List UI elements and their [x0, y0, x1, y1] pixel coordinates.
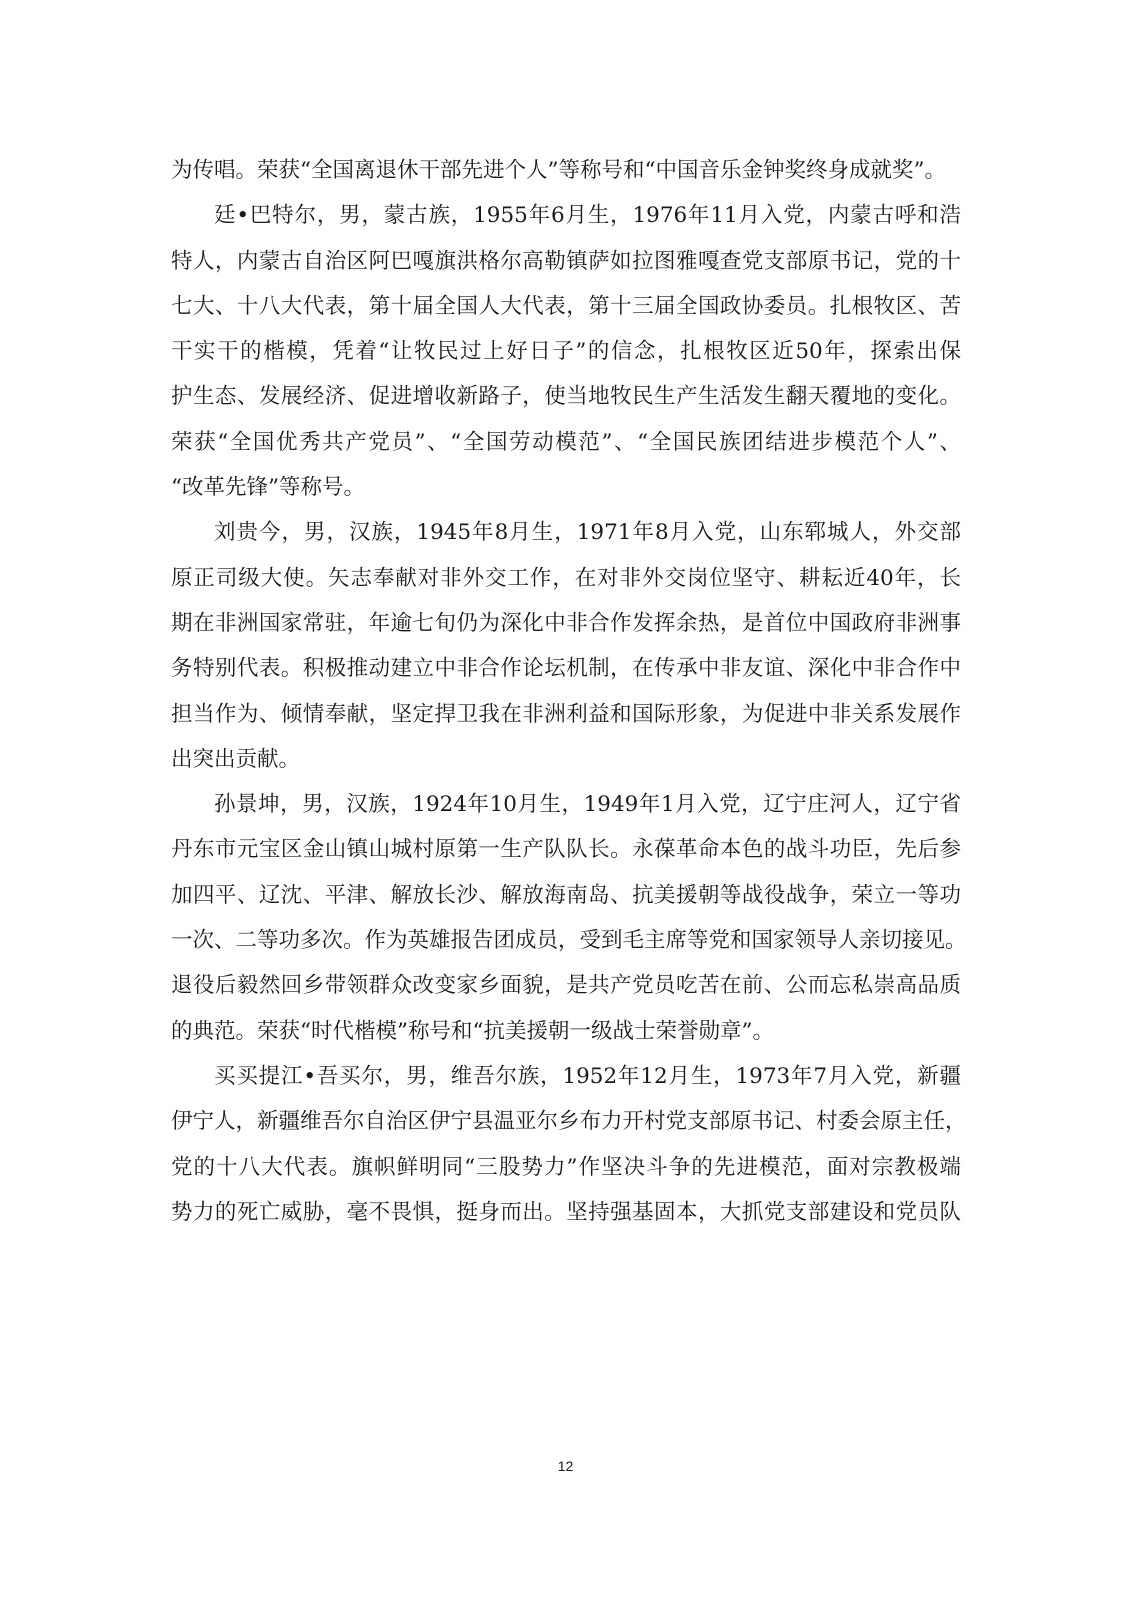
text-line: 荣获“全国优秀共产党员”、“全国劳动模范”、“全国民族团结进步模范个人”、 — [171, 429, 961, 455]
text-line: 出突出贡献。 — [171, 746, 301, 772]
text-line: 一次、二等功多次。作为英雄报告团成员，受到毛主席等党和国家领导人亲切接见。 — [171, 928, 967, 954]
text-line: 务特别代表。积极推动建立中非合作论坛机制，在传承中非友谊、深化中非合作中 — [171, 656, 961, 682]
text-line: “改革先锋”等称号。 — [171, 475, 365, 501]
body-text — [171, 148, 967, 1235]
paragraph — [171, 193, 961, 510]
paragraph — [171, 510, 961, 782]
paragraph — [171, 1054, 967, 1235]
text-line: 担当作为、倾情奉献，坚定捍卫我在非洲利益和国际形象，为促进中非关系发展作 — [171, 701, 961, 727]
text-line: 丹东市元宝区金山镇山城村原第一生产队队长。永葆革命本色的战斗功臣，先后参 — [171, 837, 961, 863]
text-line: 加四平、辽沈、平津、解放长沙、解放海南岛、抗美援朝等战役战争，荣立一等功 — [171, 882, 961, 908]
text-line: 孙景坤，男，汉族，1924年10月生，1949年1月入党，辽宁庄河人，辽宁省 — [214, 792, 961, 818]
text-line: 刘贵今，男，汉族，1945年8月生，1971年8月入党，山东郓城人，外交部 — [214, 520, 961, 546]
text-line: 买买提江•吾买尔，男，维吾尔族，1952年12月生，1973年7月入党，新疆 — [214, 1063, 961, 1089]
page-number: 12 — [557, 1458, 574, 1474]
text-line: 期在非洲国家常驻，年逾七旬仍为深化中非合作发挥余热，是首位中国政府非洲事 — [171, 610, 961, 636]
text-line: 为传唱。荣获“全国离退休干部先进个人”等称号和“中国音乐金钟奖终身成就奖”。 — [171, 158, 946, 183]
text-line: 七大、十八大代表，第十届全国人大代表，第十三届全国政协委员。扎根牧区、苦 — [171, 293, 961, 319]
paragraph — [171, 148, 961, 193]
text-line: 干实干的楷模，凭着“让牧民过上好日子”的信念，扎根牧区近50年，探索出保 — [171, 339, 961, 365]
text-line: 伊宁人，新疆维吾尔自治区伊宁县温亚尔乡布力开村党支部原书记、村委会原主任， — [171, 1109, 967, 1135]
text-line: 党的十八大代表。旗帜鲜明同“三股势力”作坚决斗争的先进模范，面对宗教极端 — [171, 1154, 961, 1180]
text-line: 原正司级大使。矢志奉献对非外交工作，在对非外交岗位坚守、耕耘近40年，长 — [171, 565, 961, 591]
text-line: 势力的死亡威胁，毫不畏惧，挺身而出。坚持强基固本，大抓党支部建设和党员队 — [171, 1199, 961, 1225]
text-line: 特人，内蒙古自治区阿巴嘎旗洪格尔高勒镇萨如拉图雅嘎查党支部原书记，党的十 — [171, 248, 961, 274]
paragraph — [171, 782, 967, 1054]
text-line: 的典范。荣获“时代楷模”称号和“抗美援朝一级战士荣誉勋章”。 — [171, 1018, 774, 1044]
text-line: 护生态、发展经济、促进增收新路子，使当地牧民生产生活发生翻天覆地的变化。 — [171, 384, 961, 410]
text-line: 廷•巴特尔，男，蒙古族，1955年6月生，1976年11月入党，内蒙古呼和浩 — [214, 203, 961, 229]
text-line: 退役后毅然回乡带领群众改变家乡面貌，是共产党员吃苦在前、公而忘私崇高品质 — [171, 973, 961, 999]
